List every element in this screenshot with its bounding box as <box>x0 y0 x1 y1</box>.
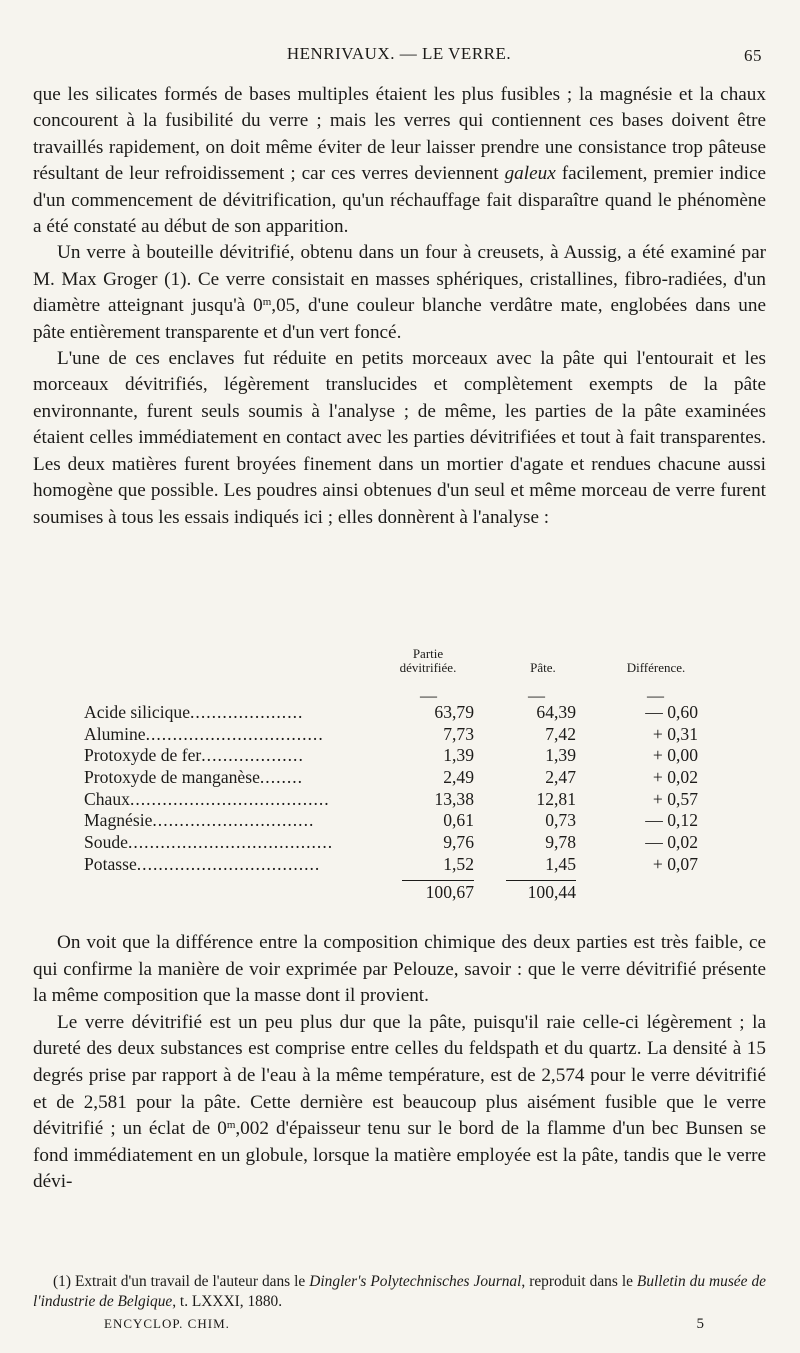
header-devitrified-line1: Partie <box>412 646 444 661</box>
footnote <box>33 1272 766 1311</box>
table-row <box>84 832 724 854</box>
paragraph-5-part-a: Le verre dévitrifié est un peu plus dur que la pâte, puisqu'il raie celle-ci légèrement ; la dureté des deux substances est comprise entre celles du feldspath et du quartz. La densité à 15 degrés prise par rapport à de l'eau à la même température, est de 2,574 pour le verre dévitrifié et de 2,581 pour la pâte. Cette dernière est beaucoup plus aisément fusible que le verre dévitrifié ; un éclat de 0 <box>33 1011 766 1140</box>
table-row <box>84 854 724 876</box>
paragraph-1 <box>33 82 766 240</box>
row-label: Acide silicique <box>84 702 191 722</box>
value-difference: + 0,07 <box>652 853 698 874</box>
table-row <box>84 702 724 724</box>
dot-leader: ..................... <box>190 702 304 722</box>
header-dashes <box>84 686 724 705</box>
body-text-upper <box>33 82 766 531</box>
value-paste: 9,78 <box>545 832 576 853</box>
value-paste: 0,73 <box>545 810 576 831</box>
row-label: Magnésie <box>84 810 153 831</box>
table-row <box>84 745 724 767</box>
header-paste: Pâte. <box>530 660 556 675</box>
header-devitrified-line2: dévitrifiée. <box>399 660 457 675</box>
value-devitrified: 1,39 <box>443 745 474 766</box>
row-label: Chaux <box>84 788 130 809</box>
italic-galeux: galeux <box>504 163 556 185</box>
analysis-table <box>84 641 724 906</box>
value-devitrified: 1,52 <box>443 853 474 874</box>
unit-superscript: m <box>262 296 272 309</box>
running-head <box>32 44 766 70</box>
value-devitrified: 0,61 <box>443 810 474 831</box>
dash: — <box>420 686 437 705</box>
value-paste: 12,81 <box>536 788 576 809</box>
value-devitrified: 63,79 <box>434 702 474 722</box>
row-label: Potasse <box>84 853 137 874</box>
value-paste: 1,45 <box>545 853 576 874</box>
paragraph-1-part-b: facilement, premier indice d'un commencement de dévitrification, qu'un réchauffage fait disparaître quand le phénomène a été constaté au début de son apparition. <box>33 163 766 238</box>
footnote-marker: (1) <box>53 1273 71 1290</box>
journal-title: Dingler's Polytechnisches Journal <box>309 1273 522 1290</box>
value-difference: + 0,00 <box>652 745 698 766</box>
value-devitrified: 13,38 <box>434 788 474 809</box>
value-paste: 7,42 <box>545 723 576 744</box>
dot-leader: .................................. <box>136 853 321 874</box>
dot-leader: .............................. <box>152 810 315 831</box>
table-totals <box>84 876 724 906</box>
signature-number: 5 <box>696 1316 704 1332</box>
value-difference: + 0,02 <box>652 767 698 788</box>
table-row <box>84 789 724 811</box>
paragraph-1-part-a: que les silicates formés de bases multiples étaient les plus fusibles ; la magnésie et la chaux concourent à la fusibilité du verre ; mais les verres qui contiennent ces bases doivent être travaillés rapidement, on doit même éviter de leur laisser prendre une consistance trop pâteuse résultant de leur refroidissement ; car ces verres deviennent <box>33 84 766 185</box>
paragraph-4: On voit que la différence entre la composition chimique des deux parties est très faible, ce qui confirme la manière de voir exprimée par Pelouze, savoir : que le verre dévitrifié présente la même composition que la masse dont il provient. <box>33 932 766 1007</box>
footnote-part-c: , t. LXXXI, 1880. <box>172 1292 283 1310</box>
footnote-part-a: Extrait d'un travail de l'auteur dans le <box>70 1273 310 1290</box>
row-label: Alumine <box>84 723 146 744</box>
footnote-part-b: , reproduit dans le <box>521 1273 637 1290</box>
value-devitrified: 9,76 <box>443 832 474 853</box>
table-header <box>84 641 724 686</box>
dash: — <box>528 686 545 705</box>
dot-leader: ................... <box>201 745 304 766</box>
signature-mark: ENCYCLOP. CHIM. <box>104 1316 230 1331</box>
value-paste: 1,39 <box>545 745 576 766</box>
value-difference: + 0,57 <box>652 788 698 809</box>
signature-line <box>0 1316 800 1336</box>
dot-leader: ........ <box>259 767 304 788</box>
row-label: Protoxyde de manganèse <box>84 767 260 788</box>
value-difference: — 0,60 <box>645 702 698 722</box>
paragraph-5 <box>33 1010 766 1196</box>
footnote-text <box>33 1272 766 1311</box>
total-devitrified: 100,67 <box>425 881 474 902</box>
table-row <box>84 810 724 832</box>
paragraph-2-part-a: Un verre à bouteille dévitrifié, obtenu dans un four à creusets, à Aussig, a été examiné par M. Max Groger (1). Ce verre consistait en masses sphériques, cristallines, fibro-radiées, d'un diamètre atteignant jusqu'à 0 <box>33 242 766 317</box>
dot-leader: ................................. <box>145 723 324 744</box>
header-difference: Différence. <box>626 660 686 675</box>
running-title: HENRIVAUX. — LE VERRE. <box>286 44 512 63</box>
page-number: 65 <box>744 46 762 65</box>
header-devitrified <box>380 647 476 675</box>
sum-rule <box>402 880 474 881</box>
value-devitrified: 7,73 <box>443 723 474 744</box>
table-row <box>84 724 724 746</box>
value-difference: — 0,12 <box>645 810 698 831</box>
row-label: Protoxyde de fer <box>84 745 202 766</box>
value-paste: 64,39 <box>536 702 576 722</box>
paragraph-2-part-b: ,05, d'une couleur blanche verdâtre mate, englobées dans une pâte entièrement transparente et d'un vert foncé. <box>33 295 766 343</box>
value-difference: — 0,02 <box>645 832 698 853</box>
row-label: Soude <box>84 832 128 853</box>
value-devitrified: 2,49 <box>443 767 474 788</box>
value-paste: 2,47 <box>545 767 576 788</box>
total-paste: 100,44 <box>527 881 576 902</box>
dash: — <box>647 686 664 705</box>
paragraph-2 <box>33 240 766 346</box>
paragraph-5-part-b: ,002 d'épaisseur tenu sur le bord de la flamme d'un bec Bunsen se fond immédiatement en un globule, lorsque la matière employée est la pâte, tandis que le verre dévi- <box>33 1118 766 1193</box>
body-text-lower <box>33 930 766 1196</box>
unit-superscript: m <box>226 1119 236 1132</box>
bulletin-title: Bulletin du musée de l'industrie de Belgique <box>33 1273 766 1310</box>
value-difference: + 0,31 <box>652 723 698 744</box>
dot-leader: ...................................... <box>127 832 334 853</box>
table-row <box>84 767 724 789</box>
paragraph-3: L'une de ces enclaves fut réduite en petits morceaux avec la pâte qui l'entourait et les morceaux dévitrifiés, légèrement translucides et complètement exempts de la pâte environnante, furent seuls soumis à l'analyse ; de même, les parties de la pâte examinées étaient celles immédiatement en contact avec les parties dévitrifiées et tout à fait transparentes. Les deux matières furent broyées finement dans un mortier d'agate et rendues chacune aussi homogène que possible. Les poudres ainsi obtenues d'un seul et même morceau de verre furent soumises à tous les essais indiqués ici ; elles donnèrent à l'analyse : <box>33 348 766 528</box>
dot-leader: ..................................... <box>129 788 330 809</box>
sum-rule <box>506 880 576 881</box>
